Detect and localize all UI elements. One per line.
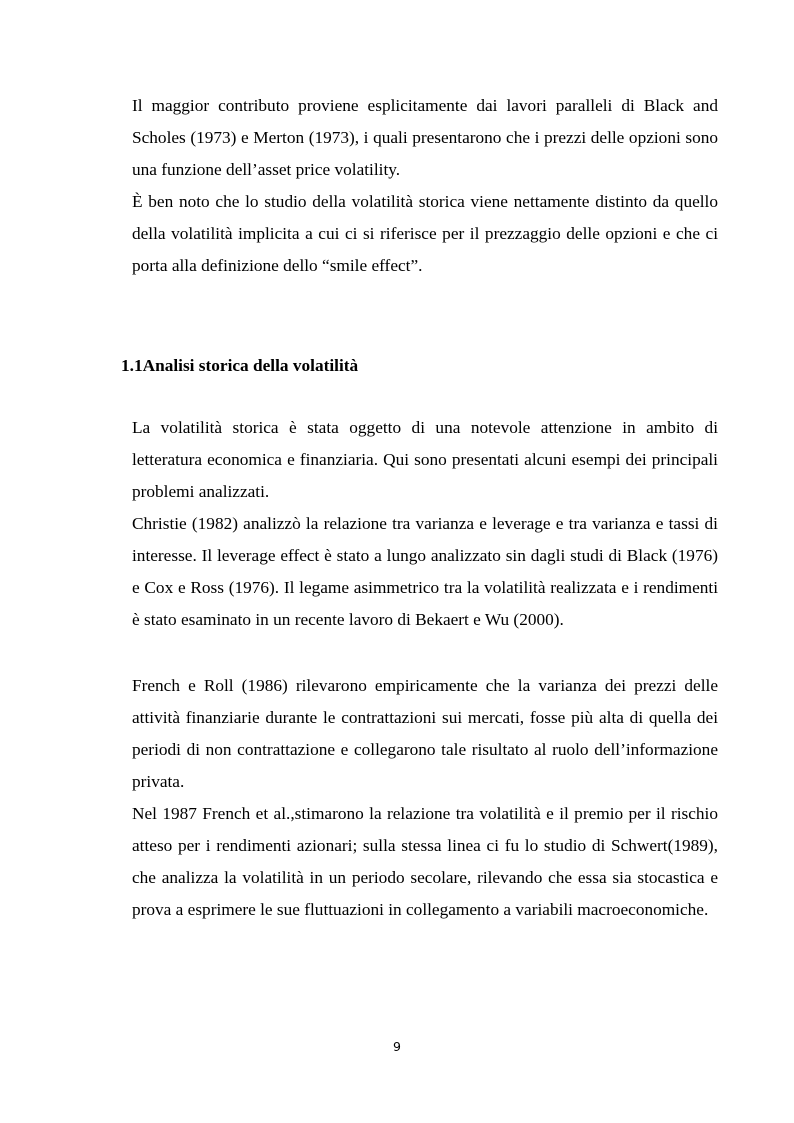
- section-heading: [121, 350, 358, 382]
- paragraph-black-scholes-merton: Il maggior contributo proviene esplicitamente dai lavori paralleli di Black and Scholes (1973) e Merton (1973), i quali presentarono che i prezzi delle opzioni sono una funzione dell’asset price volatility.: [132, 96, 718, 179]
- paragraph-historical-volatility-intro: La volatilità storica è stata oggetto di una notevole attenzione in ambito di letteratura economica e finanziaria. Qui sono presentati alcuni esempi dei principali problemi analizzati.: [132, 418, 718, 501]
- section-number: 1.1: [121, 356, 143, 375]
- paragraph-french-roll: French e Roll (1986) rilevarono empiricamente che la varianza dei prezzi delle attività finanziarie durante le contrattazioni sui mercati, fosse più alta di quella dei periodi di non contrattazione e collegarono tale risultato al ruolo dell’informazione privata.: [132, 676, 718, 791]
- paragraph-french-schwert: Nel 1987 French et al.,stimarono la relazione tra volatilità e il premio per il rischio atteso per i rendimenti azionari; sulla stessa linea ci fu lo studio di Schwert(1989), che analizza la volatilità in un periodo secolare, rilevando che essa sia stocastica e prova a esprimere le sue fluttuazioni in collegamento a variabili macroeconomiche.: [132, 804, 718, 919]
- section-title: Analisi storica della volatilità: [142, 356, 359, 375]
- paragraph-historical-vs-implied: È ben noto che lo studio della volatilità storica viene nettamente distinto da quello della volatilità implicita a cui ci si riferisce per il prezzaggio delle opzioni e che ci porta alla definizione dello “smile effect”.: [132, 192, 718, 275]
- page-number: 9: [393, 1039, 401, 1054]
- paragraph-christie-leverage: Christie (1982) analizzò la relazione tra varianza e leverage e tra varianza e tassi di interesse. Il leverage effect è stato a lungo analizzato sin dagli studi di Black (1976) e Cox e Ross (1976). Il legame asimmetrico tra la volatilità realizzata e i rendimenti è stato esaminato in un recente lavoro di Bekaert e Wu (2000).: [132, 514, 718, 629]
